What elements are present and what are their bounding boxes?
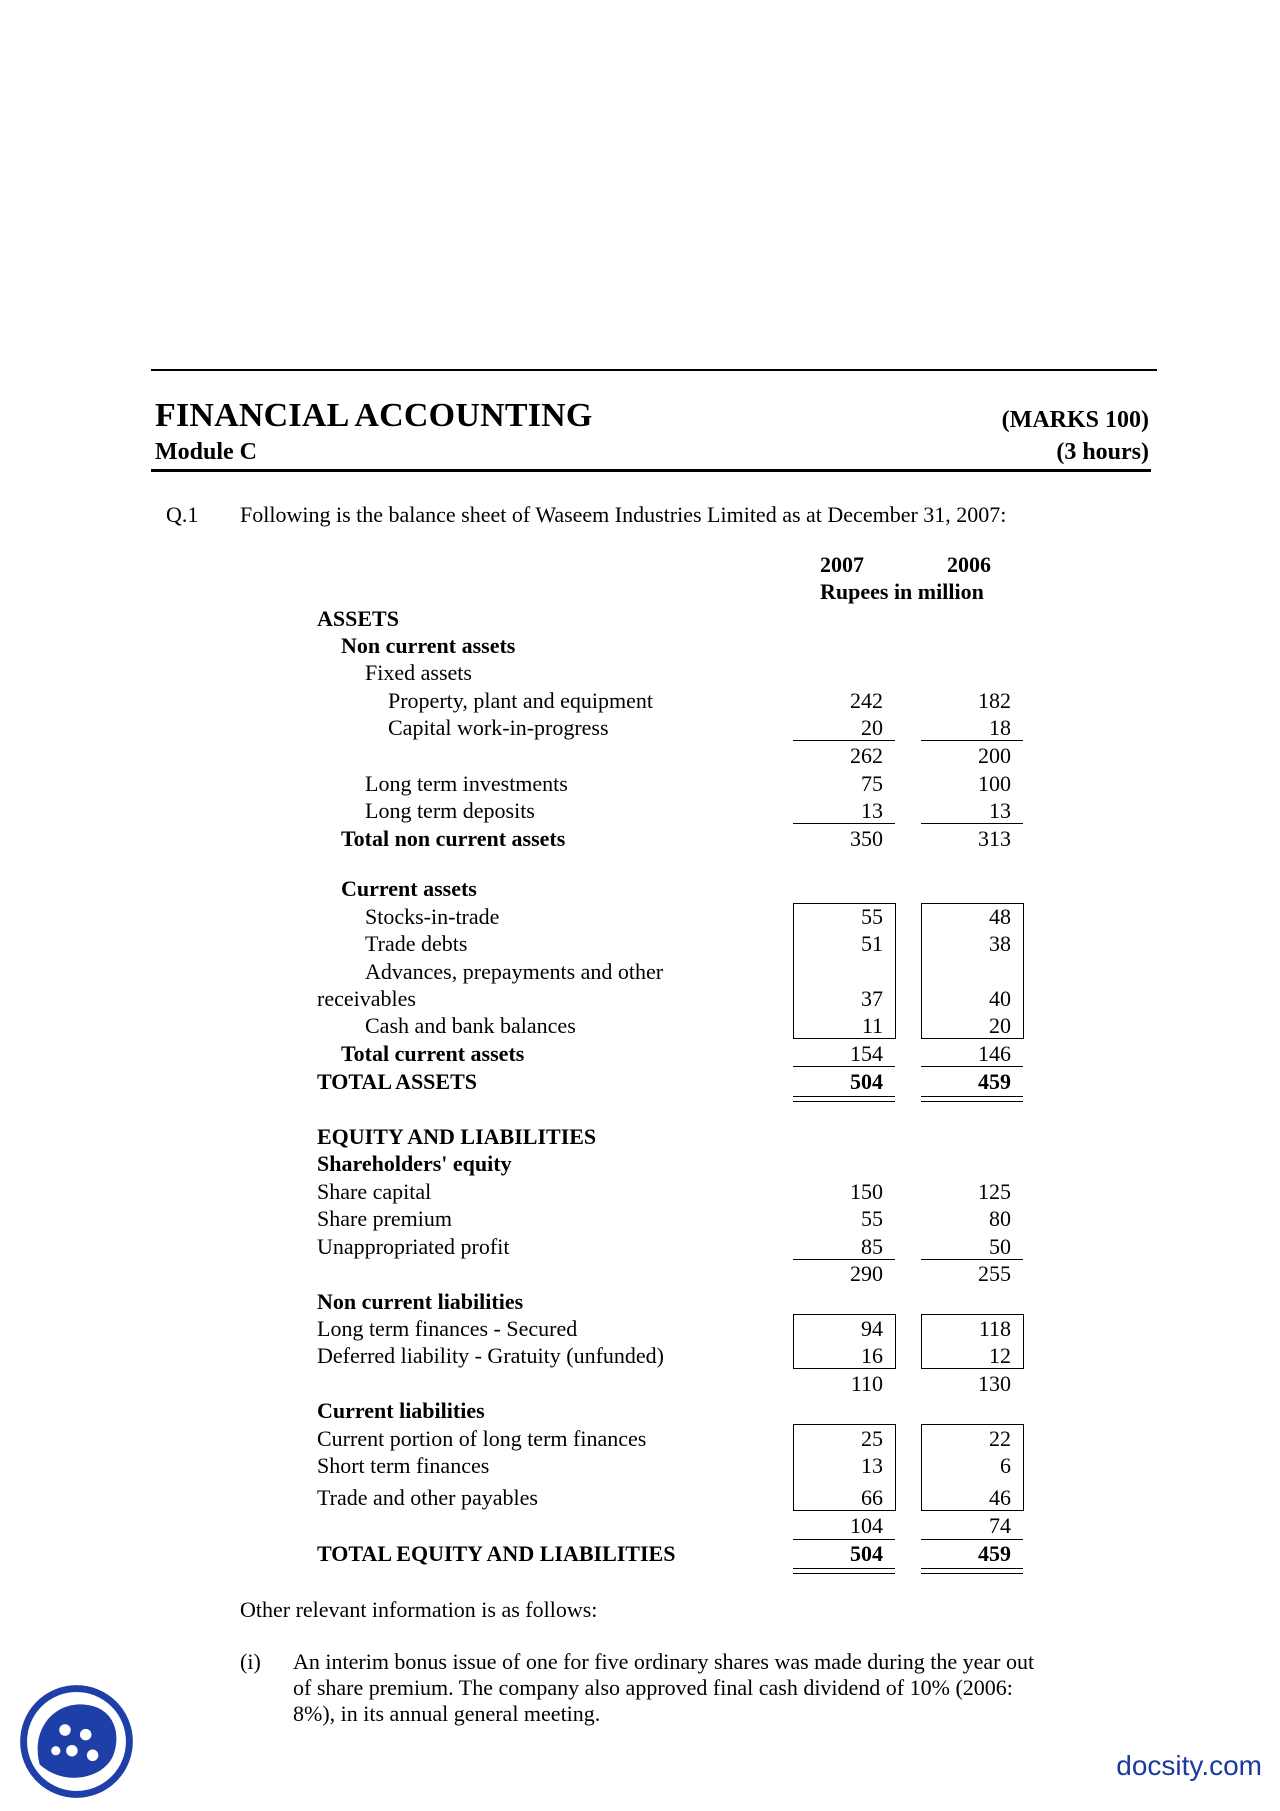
unappropriated-2006: 50 — [989, 1234, 1011, 1259]
page-title: FINANCIAL ACCOUNTING — [155, 397, 593, 434]
current-portion-2007: 25 — [861, 1426, 883, 1451]
duration-label: (3 hours) — [1056, 439, 1149, 465]
cl-subtotal-2007: 104 — [850, 1513, 883, 1538]
advances-2006: 40 — [989, 986, 1011, 1011]
lt-deposits-2006: 13 — [989, 798, 1011, 823]
double-underline — [793, 1096, 895, 1102]
ncl-subtotal-2006: 130 — [978, 1371, 1011, 1396]
current-assets-heading: Current assets — [341, 876, 477, 901]
lt-finances-label: Long term finances - Secured — [317, 1316, 578, 1341]
cwip-2006: 18 — [989, 715, 1011, 740]
docsity-brand[interactable]: docsity.com — [1116, 1750, 1262, 1781]
total-non-current-2006: 313 — [978, 826, 1011, 851]
unappropriated-label: Unappropriated profit — [317, 1234, 510, 1259]
col-year-2006: 2006 — [947, 552, 991, 577]
col-year-2007: 2007 — [820, 552, 864, 577]
total-assets-2007: 504 — [850, 1069, 883, 1094]
cwip-label: Capital work-in-progress — [388, 715, 609, 740]
total-current-2007: 154 — [850, 1041, 883, 1066]
cash-2006: 20 — [989, 1013, 1011, 1038]
stocks-2007: 55 — [861, 904, 883, 929]
payables-label: Trade and other payables — [317, 1485, 538, 1510]
trade-debts-2006: 38 — [989, 931, 1011, 956]
double-underline — [921, 1096, 1023, 1102]
share-premium-2007: 55 — [861, 1206, 883, 1231]
equity-subtotal-2006: 255 — [978, 1261, 1011, 1286]
header-rule — [151, 469, 1151, 472]
stocks-2006: 48 — [989, 904, 1011, 929]
total-non-current-2007: 350 — [850, 826, 883, 851]
assets-heading: ASSETS — [317, 606, 399, 631]
underline — [921, 1539, 1023, 1540]
question-number: Q.1 — [166, 502, 199, 527]
ppe-2006: 182 — [978, 688, 1011, 713]
share-capital-2006: 125 — [978, 1179, 1011, 1204]
underline — [921, 1259, 1023, 1260]
current-portion-label: Current portion of long term finances — [317, 1426, 647, 1451]
share-capital-2007: 150 — [850, 1179, 883, 1204]
advances-label-line1: Advances, prepayments and other — [365, 959, 664, 984]
fixed-assets-label: Fixed assets — [365, 660, 472, 685]
cl-heading: Current liabilities — [317, 1398, 485, 1423]
total-equity-liabilities-label: TOTAL EQUITY AND LIABILITIES — [317, 1541, 676, 1566]
marks-label: (MARKS 100) — [1001, 407, 1149, 433]
lt-finances-2006: 118 — [978, 1316, 1011, 1341]
equity-subtotal-2007: 290 — [850, 1261, 883, 1286]
stocks-label: Stocks-in-trade — [365, 904, 500, 929]
advances-2007: 37 — [861, 986, 883, 1011]
underline — [793, 740, 895, 741]
total-equity-liabilities-2007: 504 — [850, 1541, 883, 1566]
ncl-heading: Non current liabilities — [317, 1289, 524, 1314]
current-portion-2006: 22 — [989, 1426, 1011, 1451]
question-intro: Following is the balance sheet of Waseem Industries Limited as at December 31, 2007: — [240, 502, 1007, 527]
underline — [793, 1066, 895, 1067]
lt-investments-2007: 75 — [861, 771, 883, 796]
st-finances-label: Short term finances — [317, 1453, 490, 1478]
cl-subtotal-2006: 74 — [989, 1513, 1011, 1538]
top-rule — [151, 369, 1157, 371]
share-premium-label: Share premium — [317, 1206, 453, 1231]
docsity-logo-icon — [19, 1684, 134, 1799]
deferred-2007: 16 — [861, 1343, 883, 1368]
col-unit: Rupees in million — [820, 579, 984, 604]
advances-label-line2: receivables — [317, 986, 416, 1011]
double-underline — [793, 1568, 895, 1574]
fixed-subtotal-2007: 262 — [850, 743, 883, 768]
shareholders-equity-heading: Shareholders' equity — [317, 1151, 512, 1176]
payables-2007: 66 — [861, 1485, 883, 1510]
total-non-current-label: Total non current assets — [341, 826, 566, 851]
total-assets-label: TOTAL ASSETS — [317, 1069, 478, 1094]
total-current-2006: 146 — [978, 1041, 1011, 1066]
lt-deposits-2007: 13 — [861, 798, 883, 823]
underline — [793, 1259, 895, 1260]
cash-label: Cash and bank balances — [365, 1013, 576, 1038]
ncl-subtotal-2007: 110 — [850, 1371, 883, 1396]
total-equity-liabilities-2006: 459 — [978, 1541, 1011, 1566]
underline — [793, 1539, 895, 1540]
lt-finances-2007: 94 — [861, 1316, 883, 1341]
lt-investments-2006: 100 — [978, 771, 1011, 796]
other-info-heading: Other relevant information is as follows: — [240, 1597, 598, 1622]
underline — [921, 823, 1023, 824]
equity-liabilities-heading: EQUITY AND LIABILITIES — [317, 1124, 597, 1149]
share-capital-label: Share capital — [317, 1179, 432, 1204]
fixed-subtotal-2006: 200 — [978, 743, 1011, 768]
ppe-label: Property, plant and equipment — [388, 688, 653, 713]
trade-debts-2007: 51 — [861, 931, 883, 956]
lt-deposits-label: Long term deposits — [365, 798, 535, 823]
total-current-label: Total current assets — [341, 1041, 525, 1066]
non-current-assets-heading: Non current assets — [341, 633, 516, 658]
payables-2006: 46 — [989, 1485, 1011, 1510]
ppe-2007: 242 — [850, 688, 883, 713]
share-premium-2006: 80 — [989, 1206, 1011, 1231]
underline — [793, 823, 895, 824]
item-i-line2: of share premium. The company also approved final cash dividend of 10% (2006: — [293, 1675, 1013, 1700]
trade-debts-label: Trade debts — [365, 931, 468, 956]
item-i-line3: 8%), in its annual general meeting. — [293, 1701, 601, 1726]
double-underline — [921, 1568, 1023, 1574]
deferred-2006: 12 — [989, 1343, 1011, 1368]
cash-2007: 11 — [861, 1013, 883, 1038]
underline — [921, 1066, 1023, 1067]
cwip-2007: 20 — [861, 715, 883, 740]
item-i-line1: An interim bonus issue of one for five ordinary shares was made during the year out — [293, 1649, 1035, 1674]
item-i-marker: (i) — [240, 1649, 261, 1674]
module-label: Module C — [155, 439, 257, 465]
st-finances-2007: 13 — [861, 1453, 883, 1478]
st-finances-2006: 6 — [1000, 1453, 1011, 1478]
deferred-label: Deferred liability - Gratuity (unfunded) — [317, 1343, 664, 1368]
total-assets-2006: 459 — [978, 1069, 1011, 1094]
underline — [921, 740, 1023, 741]
lt-investments-label: Long term investments — [365, 771, 568, 796]
unappropriated-2007: 85 — [861, 1234, 883, 1259]
